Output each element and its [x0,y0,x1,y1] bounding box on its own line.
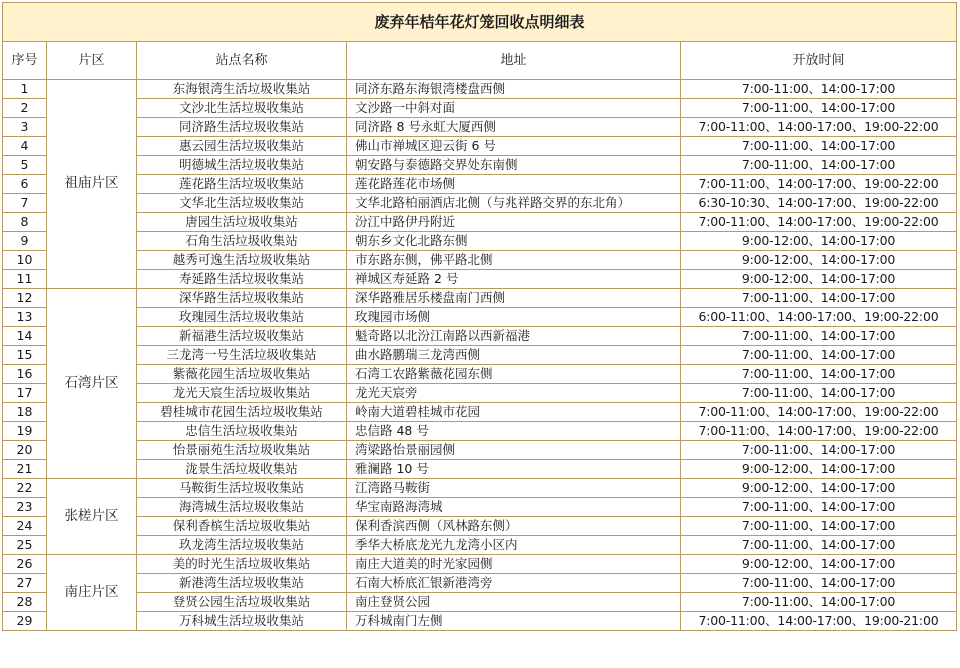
header-serial-number: 序号 [3,42,47,80]
district-cell: 张槎片区 [47,479,137,555]
station-name: 三龙湾一号生活垃圾收集站 [137,346,347,365]
station-address: 魁奇路以北汾江南路以西新福港 [347,327,681,346]
station-address: 禅城区寿延路 2 号 [347,270,681,289]
table-row [3,612,957,631]
station-address: 市东路东侧，佛平路北侧 [347,251,681,270]
table-row [3,574,957,593]
station-name: 碧桂城市花园生活垃圾收集站 [137,403,347,422]
row-serial-number: 12 [3,289,47,308]
table-row [3,460,957,479]
table-row [3,232,957,251]
row-serial-number: 4 [3,137,47,156]
station-address: 龙光天宸旁 [347,384,681,403]
station-address: 莲花路莲花市场侧 [347,175,681,194]
opening-hours: 7:00-11:00、14:00-17:00 [681,289,957,308]
station-address: 雅澜路 10 号 [347,460,681,479]
opening-hours: 7:00-11:00、14:00-17:00、19:00-22:00 [681,118,957,137]
station-address: 万科城南门左侧 [347,612,681,631]
station-address: 曲水路鹏瑞三龙湾西侧 [347,346,681,365]
row-serial-number: 25 [3,536,47,555]
station-name: 惠云园生活垃圾收集站 [137,137,347,156]
opening-hours: 9:00-12:00、14:00-17:00 [681,270,957,289]
opening-hours: 7:00-11:00、14:00-17:00 [681,365,957,384]
station-address: 保利香滨西侧（风林路东侧） [347,517,681,536]
header-row [3,42,957,80]
table-row [3,593,957,612]
opening-hours: 7:00-11:00、14:00-17:00 [681,441,957,460]
station-name: 玖龙湾生活垃圾收集站 [137,536,347,555]
row-serial-number: 29 [3,612,47,631]
table-row [3,536,957,555]
table-row [3,346,957,365]
table-row [3,175,957,194]
table-row [3,555,957,574]
table-row [3,365,957,384]
table-row [3,403,957,422]
station-name: 忠信生活垃圾收集站 [137,422,347,441]
district-cell: 南庄片区 [47,555,137,631]
station-address: 汾江中路伊丹附近 [347,213,681,232]
table-row [3,251,957,270]
table-row [3,99,957,118]
opening-hours: 7:00-11:00、14:00-17:00、19:00-22:00 [681,403,957,422]
row-serial-number: 3 [3,118,47,137]
station-address: 江湾路马鞍街 [347,479,681,498]
opening-hours: 7:00-11:00、14:00-17:00 [681,137,957,156]
row-serial-number: 1 [3,80,47,99]
table-row [3,137,957,156]
table-row [3,194,957,213]
station-address: 同济路 8 号永虹大厦西侧 [347,118,681,137]
station-name: 唐园生活垃圾收集站 [137,213,347,232]
recycling-points-sheet [2,2,957,631]
station-address: 朝东乡文化北路东侧 [347,232,681,251]
station-name: 美的时光生活垃圾收集站 [137,555,347,574]
row-serial-number: 27 [3,574,47,593]
opening-hours: 7:00-11:00、14:00-17:00 [681,327,957,346]
row-serial-number: 23 [3,498,47,517]
row-serial-number: 22 [3,479,47,498]
station-address: 季华大桥底龙光九龙湾小区内 [347,536,681,555]
row-serial-number: 14 [3,327,47,346]
row-serial-number: 21 [3,460,47,479]
table-row [3,422,957,441]
opening-hours: 7:00-11:00、14:00-17:00、19:00-22:00 [681,422,957,441]
station-name: 泷景生活垃圾收集站 [137,460,347,479]
opening-hours: 7:00-11:00、14:00-17:00 [681,384,957,403]
header-station-name: 站点名称 [137,42,347,80]
station-address: 岭南大道碧桂城市花园 [347,403,681,422]
opening-hours: 9:00-12:00、14:00-17:00 [681,251,957,270]
station-name: 明德城生活垃圾收集站 [137,156,347,175]
opening-hours: 7:00-11:00、14:00-17:00、19:00-22:00 [681,213,957,232]
opening-hours: 9:00-12:00、14:00-17:00 [681,232,957,251]
row-serial-number: 2 [3,99,47,118]
header-district: 片区 [47,42,137,80]
station-name: 保利香槟生活垃圾收集站 [137,517,347,536]
station-address: 石湾工农路紫薇花园东侧 [347,365,681,384]
station-address: 南庄登贤公园 [347,593,681,612]
station-name: 怡景丽苑生活垃圾收集站 [137,441,347,460]
row-serial-number: 5 [3,156,47,175]
table-row [3,441,957,460]
row-serial-number: 7 [3,194,47,213]
row-serial-number: 8 [3,213,47,232]
station-name: 莲花路生活垃圾收集站 [137,175,347,194]
opening-hours: 7:00-11:00、14:00-17:00 [681,593,957,612]
station-address: 石南大桥底汇银新港湾旁 [347,574,681,593]
station-address: 同济东路东海银湾楼盘西侧 [347,80,681,99]
table-row [3,384,957,403]
station-name: 文华北生活垃圾收集站 [137,194,347,213]
table-row [3,498,957,517]
recycling-points-table [2,2,957,631]
row-serial-number: 9 [3,232,47,251]
opening-hours: 6:00-11:00、14:00-17:00、19:00-22:00 [681,308,957,327]
row-serial-number: 15 [3,346,47,365]
opening-hours: 7:00-11:00、14:00-17:00 [681,517,957,536]
row-serial-number: 13 [3,308,47,327]
station-name: 海湾城生活垃圾收集站 [137,498,347,517]
header-opening-hours: 开放时间 [681,42,957,80]
opening-hours: 7:00-11:00、14:00-17:00 [681,80,957,99]
station-address: 深华路雅居乐楼盘南门西侧 [347,289,681,308]
station-name: 东海银湾生活垃圾收集站 [137,80,347,99]
station-address: 忠信路 48 号 [347,422,681,441]
opening-hours: 7:00-11:00、14:00-17:00、19:00-21:00 [681,612,957,631]
opening-hours: 7:00-11:00、14:00-17:00 [681,536,957,555]
table-row [3,156,957,175]
station-name: 新福港生活垃圾收集站 [137,327,347,346]
station-name: 石角生活垃圾收集站 [137,232,347,251]
opening-hours: 7:00-11:00、14:00-17:00 [681,498,957,517]
station-address: 华宝南路海湾城 [347,498,681,517]
row-serial-number: 18 [3,403,47,422]
table-row [3,118,957,137]
station-name: 越秀可逸生活垃圾收集站 [137,251,347,270]
row-serial-number: 10 [3,251,47,270]
opening-hours: 7:00-11:00、14:00-17:00 [681,346,957,365]
station-address: 朝安路与泰德路交界处东南侧 [347,156,681,175]
table-row [3,479,957,498]
opening-hours: 9:00-12:00、14:00-17:00 [681,479,957,498]
table-row [3,517,957,536]
station-name: 新港湾生活垃圾收集站 [137,574,347,593]
station-name: 万科城生活垃圾收集站 [137,612,347,631]
table-row [3,270,957,289]
district-cell: 祖庙片区 [47,80,137,289]
station-name: 马鞍街生活垃圾收集站 [137,479,347,498]
station-name: 玫瑰园生活垃圾收集站 [137,308,347,327]
station-address: 文沙路一中斜对面 [347,99,681,118]
opening-hours: 7:00-11:00、14:00-17:00 [681,99,957,118]
opening-hours: 6:30-10:30、14:00-17:00、19:00-22:00 [681,194,957,213]
station-name: 深华路生活垃圾收集站 [137,289,347,308]
row-serial-number: 11 [3,270,47,289]
table-title: 废弃年桔年花灯笼回收点明细表 [3,3,957,42]
table-row [3,308,957,327]
station-name: 同济路生活垃圾收集站 [137,118,347,137]
table-row [3,327,957,346]
table-row [3,289,957,308]
opening-hours: 9:00-12:00、14:00-17:00 [681,460,957,479]
opening-hours: 7:00-11:00、14:00-17:00、19:00-22:00 [681,175,957,194]
row-serial-number: 28 [3,593,47,612]
station-name: 登贤公园生活垃圾收集站 [137,593,347,612]
station-name: 寿延路生活垃圾收集站 [137,270,347,289]
opening-hours: 7:00-11:00、14:00-17:00 [681,156,957,175]
station-address: 文华北路柏丽酒店北侧（与兆祥路交界的东北角） [347,194,681,213]
table-row [3,213,957,232]
station-address: 玫瑰园市场侧 [347,308,681,327]
table-row [3,80,957,99]
station-name: 紫薇花园生活垃圾收集站 [137,365,347,384]
station-address: 湾梁路怡景丽园侧 [347,441,681,460]
station-name: 龙光天宸生活垃圾收集站 [137,384,347,403]
row-serial-number: 19 [3,422,47,441]
station-address: 佛山市禅城区迎云街 6 号 [347,137,681,156]
row-serial-number: 17 [3,384,47,403]
opening-hours: 7:00-11:00、14:00-17:00 [681,574,957,593]
station-name: 文沙北生活垃圾收集站 [137,99,347,118]
opening-hours: 9:00-12:00、14:00-17:00 [681,555,957,574]
row-serial-number: 26 [3,555,47,574]
row-serial-number: 24 [3,517,47,536]
row-serial-number: 16 [3,365,47,384]
row-serial-number: 6 [3,175,47,194]
district-cell: 石湾片区 [47,289,137,479]
station-address: 南庄大道美的时光家园侧 [347,555,681,574]
header-address: 地址 [347,42,681,80]
row-serial-number: 20 [3,441,47,460]
